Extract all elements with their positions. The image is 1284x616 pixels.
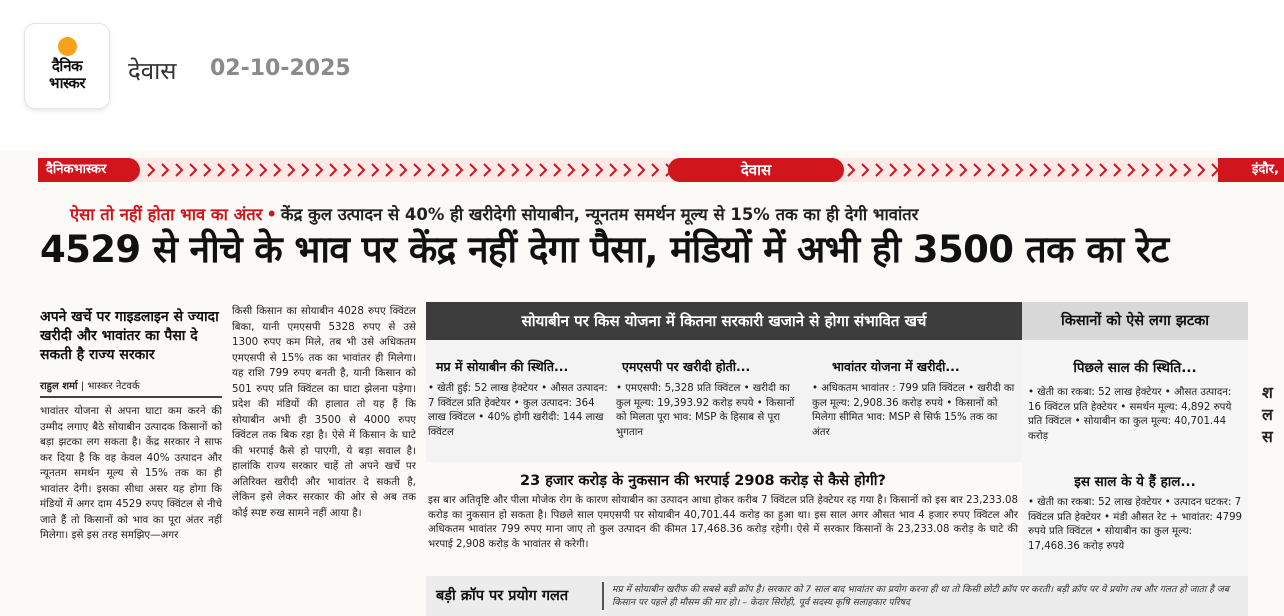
strip-brand: दैनिकभास्कर [38,158,140,182]
bullet-icon: • [266,205,277,224]
box-col3-text: • अधिकतम भावांतर : 799 प्रति क्विंटल • खरीदी का कुल मूल्य: 2,908.36 करोड़ रुपये • किसानों को मिलेगा सीमित भाव: MSP से सिर्फ 15% तक का अंतर [812,383,1015,438]
loss-text: इस बार अतिवृष्टि और पीला मोजेक रोग के कारण सोयाबीन का उत्पादन आधा होकर करीब 7 क्विंटल प्रति हेक्टेयर रह गया है। किसानों को इस बार 23,233.08 करोड़ का नुकसान हो सकता है। पिछले साल एमएसपी पर सोयाबीन 40,701.44 करोड़ का हुआ था। इस साल अगर औसत भाव 4 हजार रुपए क्विंटल और अधिकतम भावांतर 799 रुपए माना जाए तो कुल उत्पादन की कीमत 17,468.36 करोड़ रहेगी। ऐसे में सरकार किसानों के 23,233.08 करोड़ के घाटे की भरपाई 2,908 करोड़ के भावांतर से करेगी। [428,495,1018,550]
last-year-list: • खेती का रकबा: 52 लाख हेक्टेयर • औसत उत्पादन: 16 क्विंटल प्रति हेक्टेयर • समर्थन मूल्य: 4,892 रुपये प्रति क्विंटल • सोयाबीन का कुल मूल्य: 40,701.44 करोड़ [1028,387,1232,442]
strip-next-city: इंदौर, [1218,158,1284,182]
sun-icon [58,37,77,56]
quote-label: बड़ी क्रॉप पर प्रयोग गलत [436,588,569,604]
kicker-highlight: ऐसा तो नहीं होता भाव का अंतर [70,205,263,224]
expense-box-title: सोयाबीन पर किस योजना में कितना सरकारी खजाने से होगा संभावित खर्च [426,302,1022,340]
newspaper-page [0,150,1284,616]
page-headline: 4529 से नीचे के भाव पर केंद्र नहीं देगा पैसा, मंडियों में अभी ही 3500 तक का रेट [40,228,1169,271]
quote-text: मप्र में सोयाबीन खरीफ की सबसे बड़ी क्रॉप है। सरकार को 7 साल बाद भावांतर का प्रयोग करना ही था तो किसी छोटी क्रॉप पर करती। बड़ी क्रॉप पर ये प्रयोग तब और गलत हो जाता है जब किसान पर पहले ही मौसम की मार हो। – केदार सिरोही, पूर्व सदस्य कृषि सलाहकार परिषद [612,584,1230,608]
divider [40,396,222,398]
this-year-title: इस साल के ये हैं हाल... [1074,474,1196,490]
box-col2-title: एमएसपी पर खरीदी होती... [622,359,751,374]
side-story-headline: अपने खर्चे पर गाइडलाइन से ज्यादा खरीदी और भावांतर का पैसा दे सकती है राज्य सरकार [40,309,219,363]
box-col1-title: मप्र में सोयाबीन की स्थिति... [436,359,569,374]
farmers-shock-title: किसानों को ऐसे लगा झटका [1022,302,1248,340]
kicker-text: केंद्र कुल उत्पादन से 40% ही खरीदेगी सोयाबीन, न्यूनतम समर्थन मूल्य से 15% तक का ही देगी भावांतर [280,205,919,224]
edition-date: 02-10-2025 [210,56,351,81]
quote-bar [426,576,1248,616]
box-col2-text: • एमएसपी: 5,328 प्रति क्विंटल • खरीदी का कुल मूल्य: 19,393.92 करोड़ रुपये • किसानों को मिलता पूरा भाव: MSP के हिसाब से पूरा भुगतान [616,383,795,438]
loss-headline: 23 हजार करोड़ के नुकसान की भरपाई 2908 करोड़ से कैसे होगी? [520,473,886,489]
byline [40,378,140,392]
this-year-list: • खेती का रकबा: 52 लाख हेक्टेयर • उत्पादन घटकर: 7 क्विंटल प्रति हेक्टेयर • मंडी औसत रेट + भावांतर: 4799 रुपये प्रति क्विंटल • सोयाबीन का कुल मूल्य: 17,468.36 करोड़ रुपये [1028,497,1243,552]
box-col1-text: • खेती हुई: 52 लाख हेक्टेयर • औसत उत्पादन: 7 क्विंटल प्रति हेक्टेयर • कुल उत्पादन: 364 लाख क्विंटल • 40% होगी खरीदी: 144 लाख क्विंटल [428,383,608,438]
adjacent-column-edge: श ल स [1262,383,1273,446]
last-year-title: पिछले साल की स्थिति... [1073,360,1197,376]
byline-org: | भास्कर नेटवर्क [80,381,140,392]
divider [602,582,604,610]
edition-city: देवास [128,57,177,85]
byline-name: राहुल शर्मा [40,381,78,392]
app-header [0,0,1284,140]
main-story-body: किसी किसान का सोयाबीन 4028 रुपए क्विंटल बिका, यानी एमएसपी 5328 रुपए से उसे 1300 रुपए कम मिले, तब भी उसे अधिकतम एमएसपी से 15% तक का भावांतर ही मिलेगा। यह राशि 799 रुपए बनती है, यानी किसान को 501 रुपए प्रति क्विंटल का घाटा झेलना पड़ेगा। प्रदेश की मंडियों की हालात तो यह हैं कि सोयाबीन अभी ही 3500 से 4000 रुपए क्विंटल तक बिक रहा है। ऐसे में किसान के घाटे की भरपाई कैसे हो पाएगी, ये बड़ा सवाल है। हालांकि राज्य सरकार चाहें तो अपने खर्चे पर अतिरिक्त खरीदी और भावांतर दे सकती है, लेकिन इसे लेकर सरकार की ओर से अब तक कोई स्पष्ट रुख सामने नहीं आया है। [232,305,416,519]
side-story-body: भावांतर योजना से अपना घाटा कम करने की उम्मीद लगाए बैठे सोयाबीन उत्पादक किसानों को बड़ा झटका लग सकता है। केंद्र सरकार ने साफ कर दिया है कि वह केवल 40% उत्पादन और न्यूनतम समर्थन मूल्य से 15% तक का ही भावांतर देगी। इसका सीधा असर यह होगा कि मंडियों में अगर दाम 4529 रुपए क्विंटल से नीचे जाते हैं तो किसानों को भाव का पूरा अंतर नहीं मिलेगा। इसे इस तरह समझिए—अगर [40,405,222,541]
section-strip [38,158,1284,182]
chevron-pattern [38,158,1284,182]
logo-text: दैनिक भास्कर [49,57,85,92]
dainik-bhaskar-logo[interactable] [25,24,109,108]
strip-city: देवास [668,158,844,182]
box-col3-title: भावांतर योजना में खरीदी... [832,359,960,374]
